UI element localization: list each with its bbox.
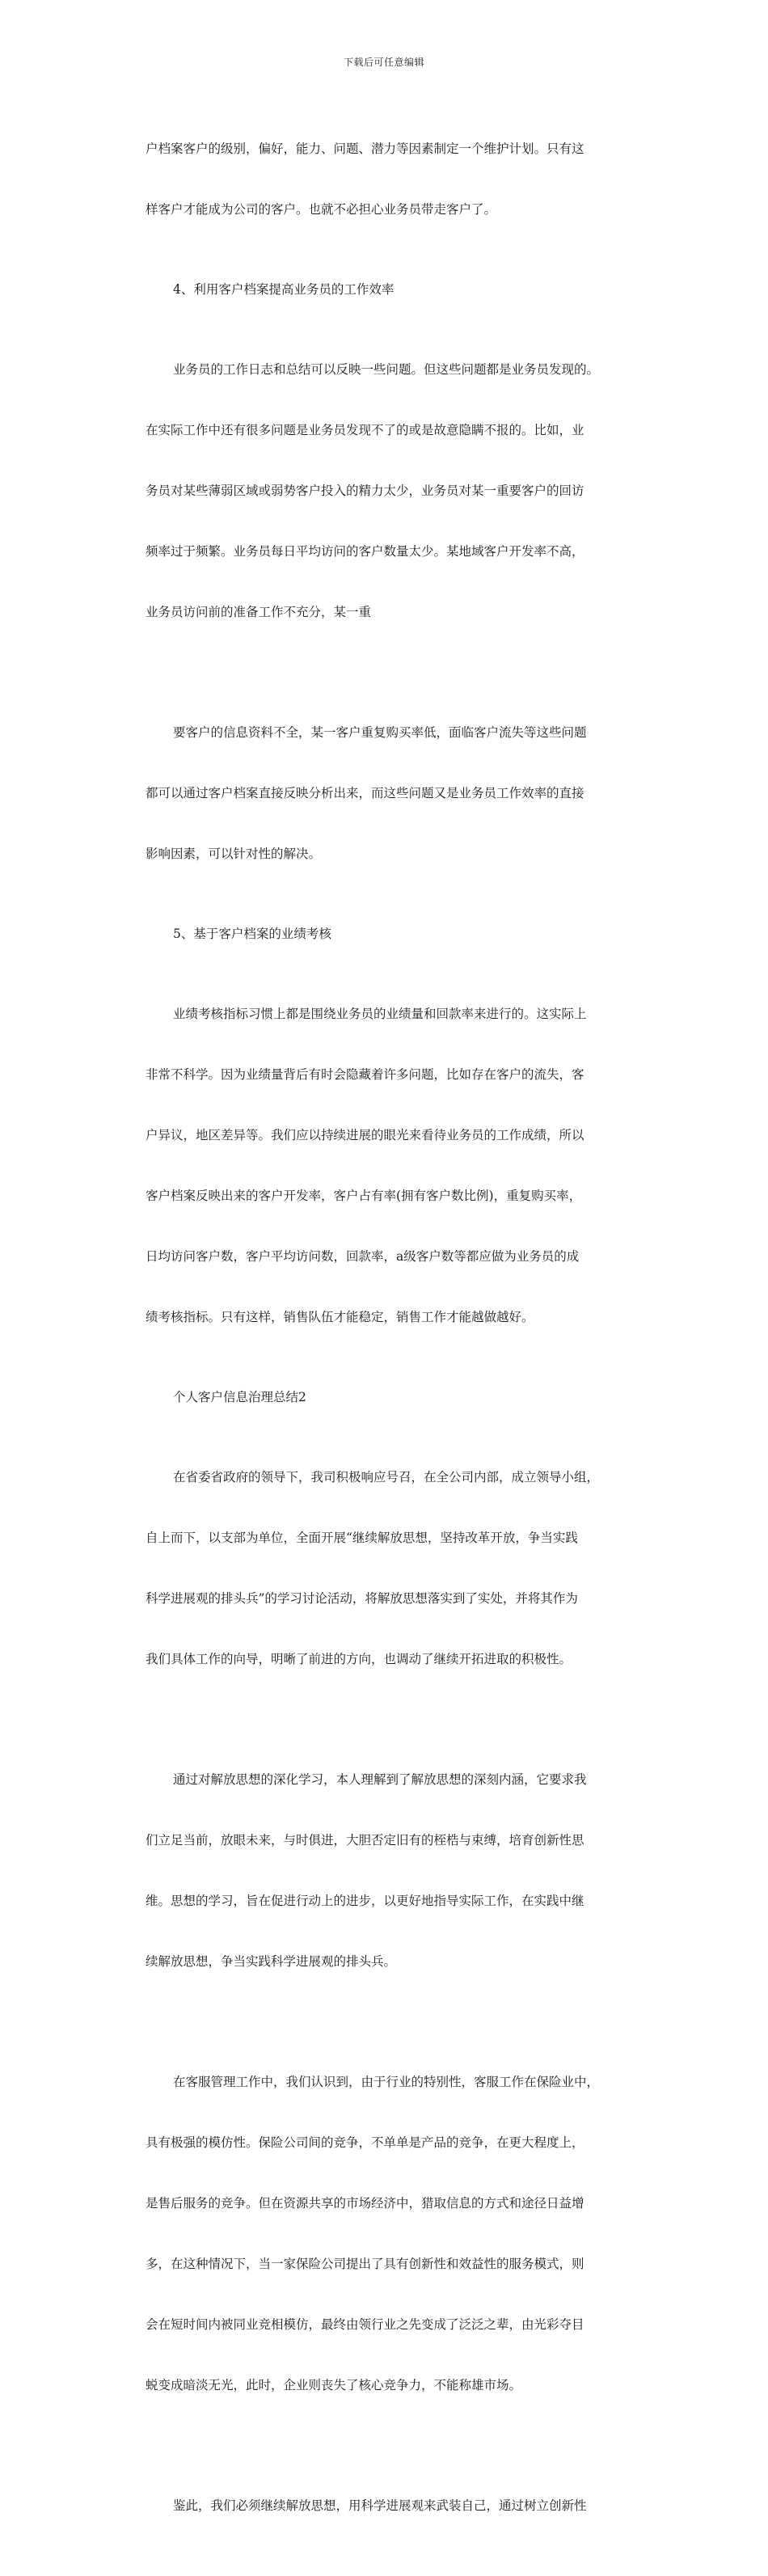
page-header: 下载后可任意编辑 bbox=[343, 57, 424, 68]
summary-heading: 个人客户信息治理总结2 bbox=[173, 1390, 306, 1404]
text-line: 在客服管理工作中，我们认识到，由于行业的特别性，客服工作在保险业中， bbox=[173, 2075, 600, 2089]
paragraph-1 bbox=[146, 99, 631, 260]
paragraph-4 bbox=[146, 964, 631, 1368]
text-line: 都可以通过客户档案直接反映分析出来，而这些问题又是业务员工作效率的直接 bbox=[146, 786, 584, 800]
text-line: 务员对某些薄弱区域或弱势客户投入的精力太少，业务员对某一重要客户的回访 bbox=[146, 484, 584, 498]
text-line: 科学进展观的排头兵”的学习讨论活动，将解放思想落实到了实处，并将其作为 bbox=[146, 1591, 578, 1606]
paragraph-2 bbox=[146, 319, 631, 663]
paragraph-5 bbox=[146, 1427, 631, 1710]
text-line: 客户档案反映出来的客户开发率，客户占有率(拥有客户数比例)，重复购买率， bbox=[146, 1189, 582, 1203]
text-line: 要客户的信息资料不全，某一客户重复购买率低，面临客户流失等这些问题 bbox=[173, 725, 587, 740]
text-line: 绩考核指标。只有这样，销售队伍才能稳定，销售工作才能越做越好。 bbox=[146, 1310, 534, 1324]
text-line: 在实际工作中还有很多问题是业务员发现不了的或是故意隐瞒不报的。比如，业 bbox=[146, 423, 584, 437]
text-line: 样客户才能成为公司的客户。也就不必担心业务员带走客户了。 bbox=[146, 202, 497, 217]
text-line: 户异议，地区差异等。我们应以持续进展的眼光来看待业务员的工作成绩，所以 bbox=[146, 1128, 584, 1142]
text-line: 在省委省政府的领导下，我司积极响应号召，在全公司内部，成立领导小组， bbox=[173, 1470, 600, 1484]
text-line: 业务员访问前的准备工作不充分，某一重 bbox=[146, 605, 372, 619]
text-line: 鉴此，我们必须继续解放思想，用科学进展观来武装自己，通过树立创新性 bbox=[173, 2498, 587, 2513]
text-line: 非常不科学。因为业绩量背后有时会隐藏着许多问题，比如存在客户的流失，客 bbox=[146, 1067, 584, 1082]
text-line: 多，在这种情况下，当一家保险公司提出了具有创新性和效益性的服务模式，则 bbox=[146, 2257, 584, 2271]
section-heading-5: 5、基于客户档案的业绩考核 bbox=[173, 927, 331, 941]
text-line: 们立足当前，放眼未来，与时俱进，大胆否定旧有的桎梏与束缚，培育创新性思 bbox=[146, 1833, 584, 1848]
text-line: 自上而下，以支部为单位，全面开展“继续解放思想，坚持改革开放，争当实践 bbox=[146, 1531, 578, 1545]
paragraph-6 bbox=[146, 1729, 631, 2012]
text-line: 业务员的工作日志和总结可以反映一些问题。但这些问题都是业务员发现的。 bbox=[173, 362, 600, 377]
text-line: 我们具体工作的向导，明晰了前进的方向，也调动了继续开拓进取的积极性。 bbox=[146, 1652, 572, 1666]
text-line: 通过对解放思想的深化学习，本人理解到了解放思想的深刻内涵，它要求我 bbox=[173, 1772, 587, 1787]
paragraph-8 bbox=[146, 2456, 631, 2557]
text-line: 是售后服务的竞争。但在资源共享的市场经济中，猎取信息的方式和途径日益增 bbox=[146, 2196, 584, 2211]
text-line: 影响因素，可以针对性的解决。 bbox=[146, 847, 322, 861]
document-body bbox=[146, 99, 631, 2576]
paragraph-7 bbox=[146, 2032, 631, 2436]
text-line: 日均访问客户数，客户平均访问数，回款率，a级客户数等都应做为业务员的成 bbox=[146, 1249, 580, 1264]
section-heading-4: 4、利用客户档案提高业务员的工作效率 bbox=[173, 282, 395, 297]
text-line: 户档案客户的级别，偏好，能力、问题、潜力等因素制定一个维护计划。只有这 bbox=[146, 141, 584, 156]
text-line: 频率过于频繁。业务员每日平均访问的客户数量太少。某地域客户开发率不高， bbox=[146, 544, 584, 559]
text-line: 维。思想的学习，旨在促进行动上的进步，以更好地指导实际工作，在实践中继 bbox=[146, 1894, 584, 1908]
text-line: 会在短时间内被同业竞相模仿，最终由领行业之先变成了泛泛之辈，由光彩夺目 bbox=[146, 2317, 584, 2332]
text-line: 业绩考核指标习惯上都是围绕业务员的业绩量和回款率来进行的。这实际上 bbox=[173, 1007, 587, 1021]
text-line: 具有极强的模仿性。保险公司间的竞争，不单单是产品的竞争，在更大程度上， bbox=[146, 2135, 584, 2150]
text-line: 蜕变成暗淡无光，此时，企业则丧失了核心竞争力，不能称雄市场。 bbox=[146, 2378, 522, 2392]
paragraph-3 bbox=[146, 682, 631, 905]
text-line: 续解放思想，争当实践科学进展观的排头兵。 bbox=[146, 1954, 397, 1969]
